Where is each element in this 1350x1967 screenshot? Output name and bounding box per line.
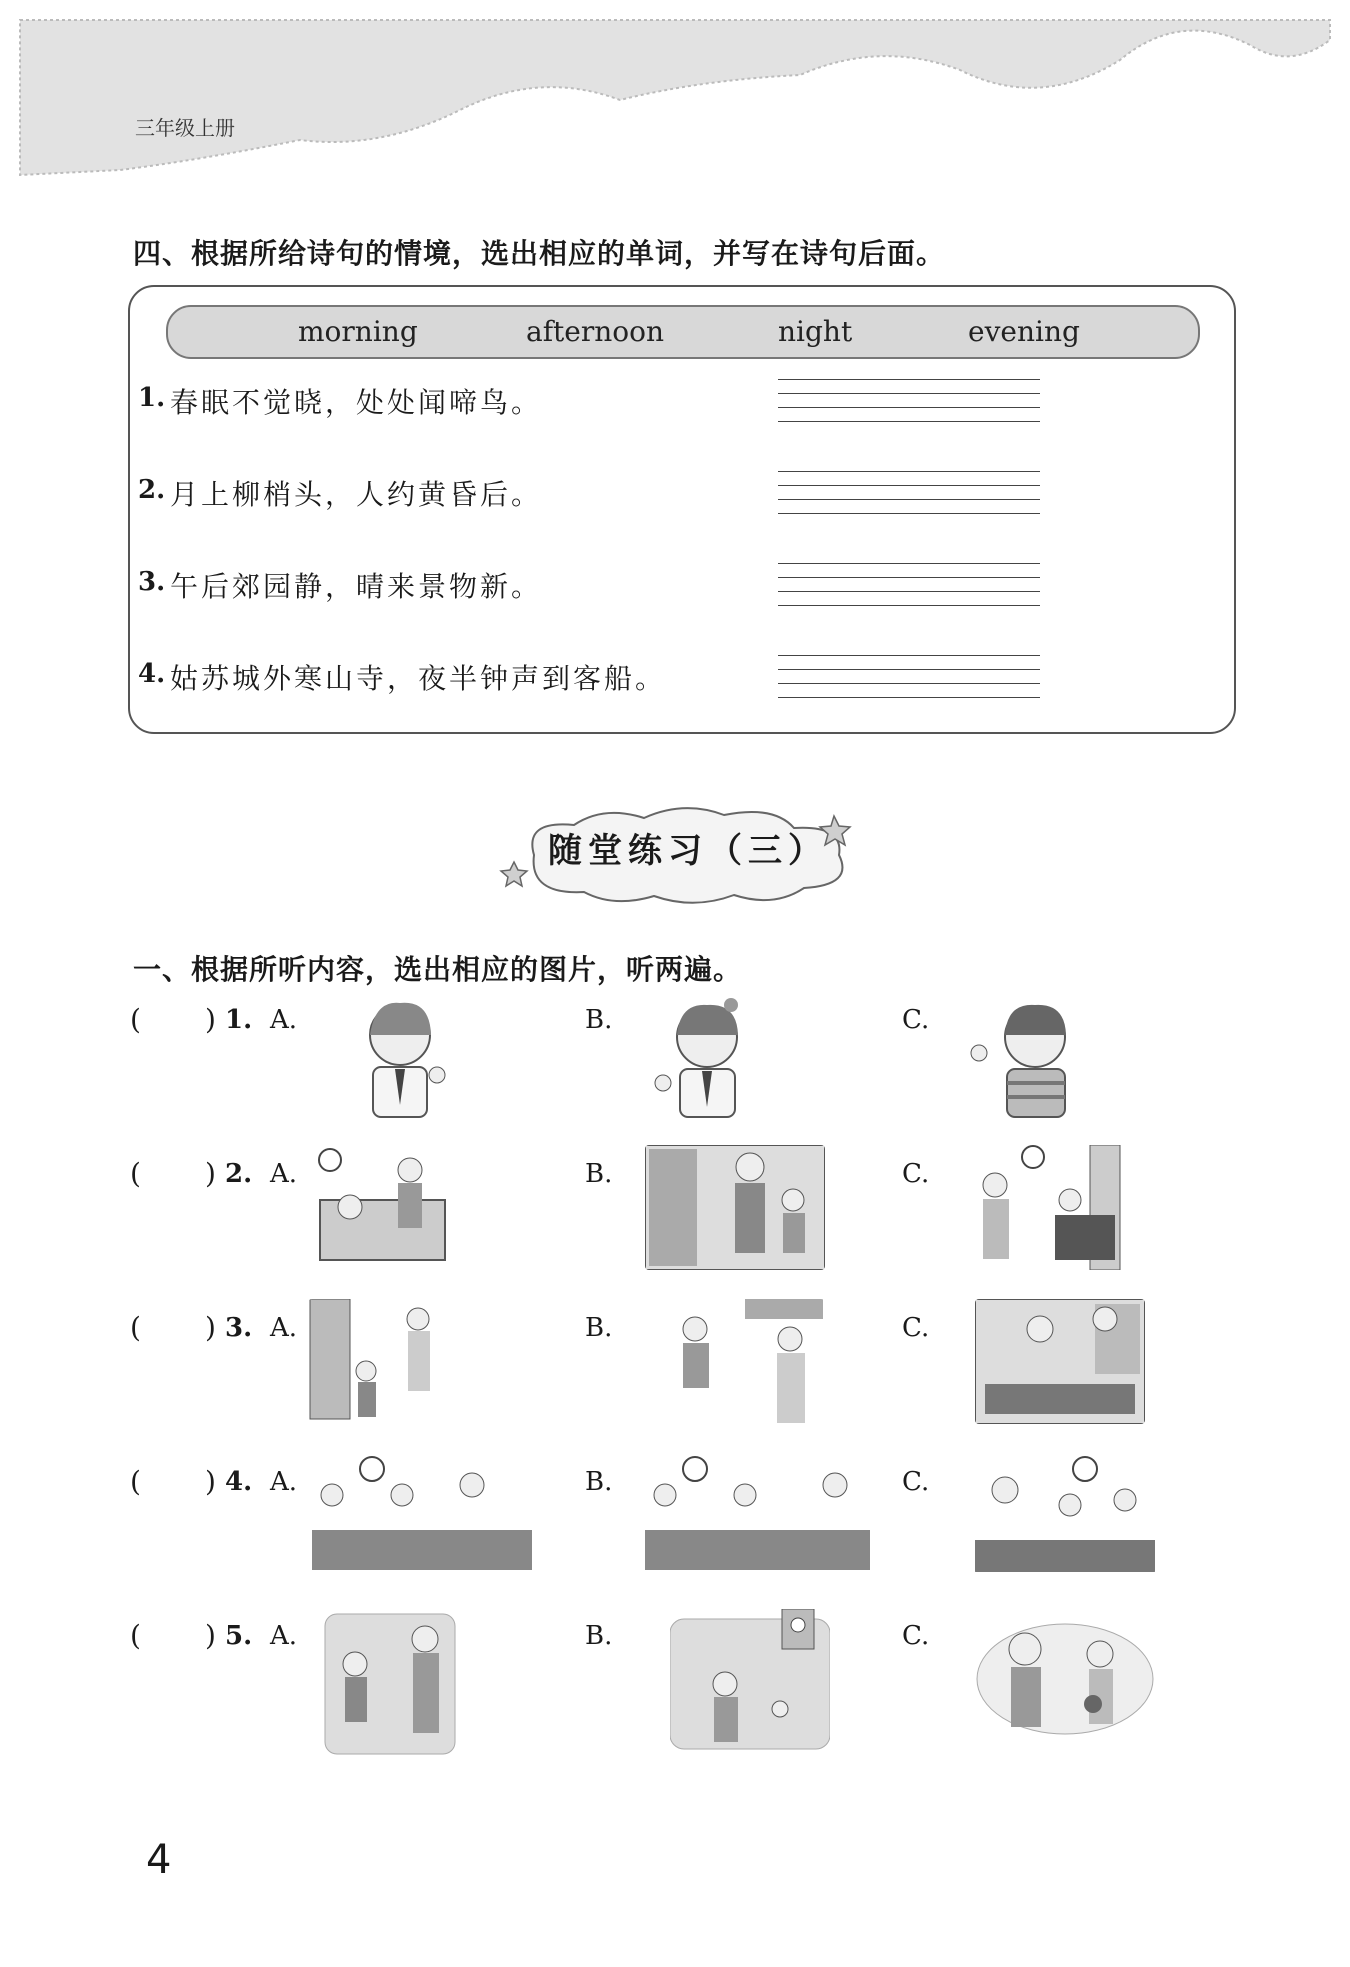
poem-text: 月上柳梢头，人约黄昏后。 [170, 478, 543, 511]
poem-row [138, 555, 1218, 625]
boys-playing-ball-image[interactable] [975, 1609, 1155, 1749]
answer-write-lines[interactable] [778, 371, 1040, 441]
option-c-label: C. [902, 1467, 930, 1497]
answer-paren-close: ) [205, 1619, 216, 1652]
poem-number: 2. [138, 475, 166, 505]
girl-waving-image[interactable] [345, 995, 455, 1125]
header-cloud-band [0, 0, 1350, 190]
girl-waving-image[interactable] [965, 995, 1085, 1125]
word-bank-item: morning [298, 315, 418, 348]
option-a-label: A. [270, 1313, 298, 1343]
classroom-clock-image[interactable] [645, 1455, 870, 1575]
answer-write-lines[interactable] [778, 555, 1040, 625]
answer-paren-close: ) [205, 1157, 216, 1190]
option-b-label: B. [585, 1467, 613, 1497]
poem-number: 3. [138, 567, 166, 597]
girls-greeting-image[interactable] [655, 1299, 825, 1439]
option-b-label: B. [585, 1005, 613, 1035]
question-number: 4. [225, 1467, 253, 1497]
option-c-label: C. [902, 1159, 930, 1189]
section4-title: 四、根据所给诗句的情境，选出相应的单词，并写在诗句后面。 [133, 237, 946, 270]
section1-title: 一、根据所听内容，选出相应的图片，听两遍。 [133, 953, 743, 986]
option-b-label: B. [585, 1621, 613, 1651]
word-bank-item: night [778, 315, 853, 348]
answer-paren-close: ) [205, 1311, 216, 1344]
poem-number: 4. [138, 659, 166, 689]
girl-waving-image[interactable] [645, 995, 765, 1125]
option-a-label: A. [270, 1005, 298, 1035]
answer-paren-open[interactable]: ( [130, 1003, 141, 1036]
answer-paren-open[interactable]: ( [130, 1157, 141, 1190]
classroom-door-image[interactable] [645, 1145, 825, 1270]
answer-paren-open[interactable]: ( [130, 1311, 141, 1344]
question-row [130, 1003, 1230, 1153]
word-bank-item: evening [968, 315, 1080, 348]
question-number: 5. [225, 1621, 253, 1651]
classroom-clock-image[interactable] [312, 1455, 532, 1575]
question-number: 2. [225, 1159, 253, 1189]
poem-exercise-box [128, 285, 1236, 734]
option-c-label: C. [902, 1005, 930, 1035]
option-a-label: A. [270, 1159, 298, 1189]
practice-title: 随堂练习（三） [548, 831, 828, 871]
question-row [130, 1465, 1230, 1615]
school-gate-image[interactable] [670, 1609, 830, 1759]
option-a-label: A. [270, 1621, 298, 1651]
poem-number: 1. [138, 383, 166, 413]
question-number: 3. [225, 1313, 253, 1343]
poem-text: 姑苏城外寒山寺，夜半钟声到客船。 [170, 662, 667, 695]
word-bank [166, 305, 1200, 359]
dinner-table-image[interactable] [975, 1299, 1145, 1424]
grade-label: 三年级上册 [135, 116, 235, 140]
answer-paren-close: ) [205, 1003, 216, 1036]
answer-paren-open[interactable]: ( [130, 1465, 141, 1498]
option-a-label: A. [270, 1467, 298, 1497]
poem-text: 午后郊园静，晴来景物新。 [170, 570, 543, 603]
page-number: 4 [146, 1837, 172, 1883]
boy-and-mother-image[interactable] [315, 1609, 475, 1759]
answer-write-lines[interactable] [778, 463, 1040, 533]
word-bank-item: afternoon [526, 315, 665, 348]
answer-write-lines[interactable] [778, 647, 1040, 717]
poem-row [138, 647, 1218, 717]
poem-row [138, 463, 1218, 533]
piano-room-image[interactable] [965, 1145, 1125, 1270]
answer-paren-open[interactable]: ( [130, 1619, 141, 1652]
question-row [130, 1157, 1230, 1307]
question-number: 1. [225, 1005, 253, 1035]
poem-text: 春眠不觉晓，处处闻啼鸟。 [170, 386, 543, 419]
option-c-label: C. [902, 1621, 930, 1651]
boy-leaving-home-image[interactable] [308, 1299, 453, 1439]
bedroom-scene-image[interactable] [310, 1145, 455, 1270]
answer-paren-close: ) [205, 1465, 216, 1498]
classroom-clock-image[interactable] [975, 1455, 1155, 1575]
question-row [130, 1311, 1230, 1461]
poem-row [138, 371, 1218, 441]
option-b-label: B. [585, 1159, 613, 1189]
question-row [130, 1619, 1230, 1769]
option-c-label: C. [902, 1313, 930, 1343]
option-b-label: B. [585, 1313, 613, 1343]
